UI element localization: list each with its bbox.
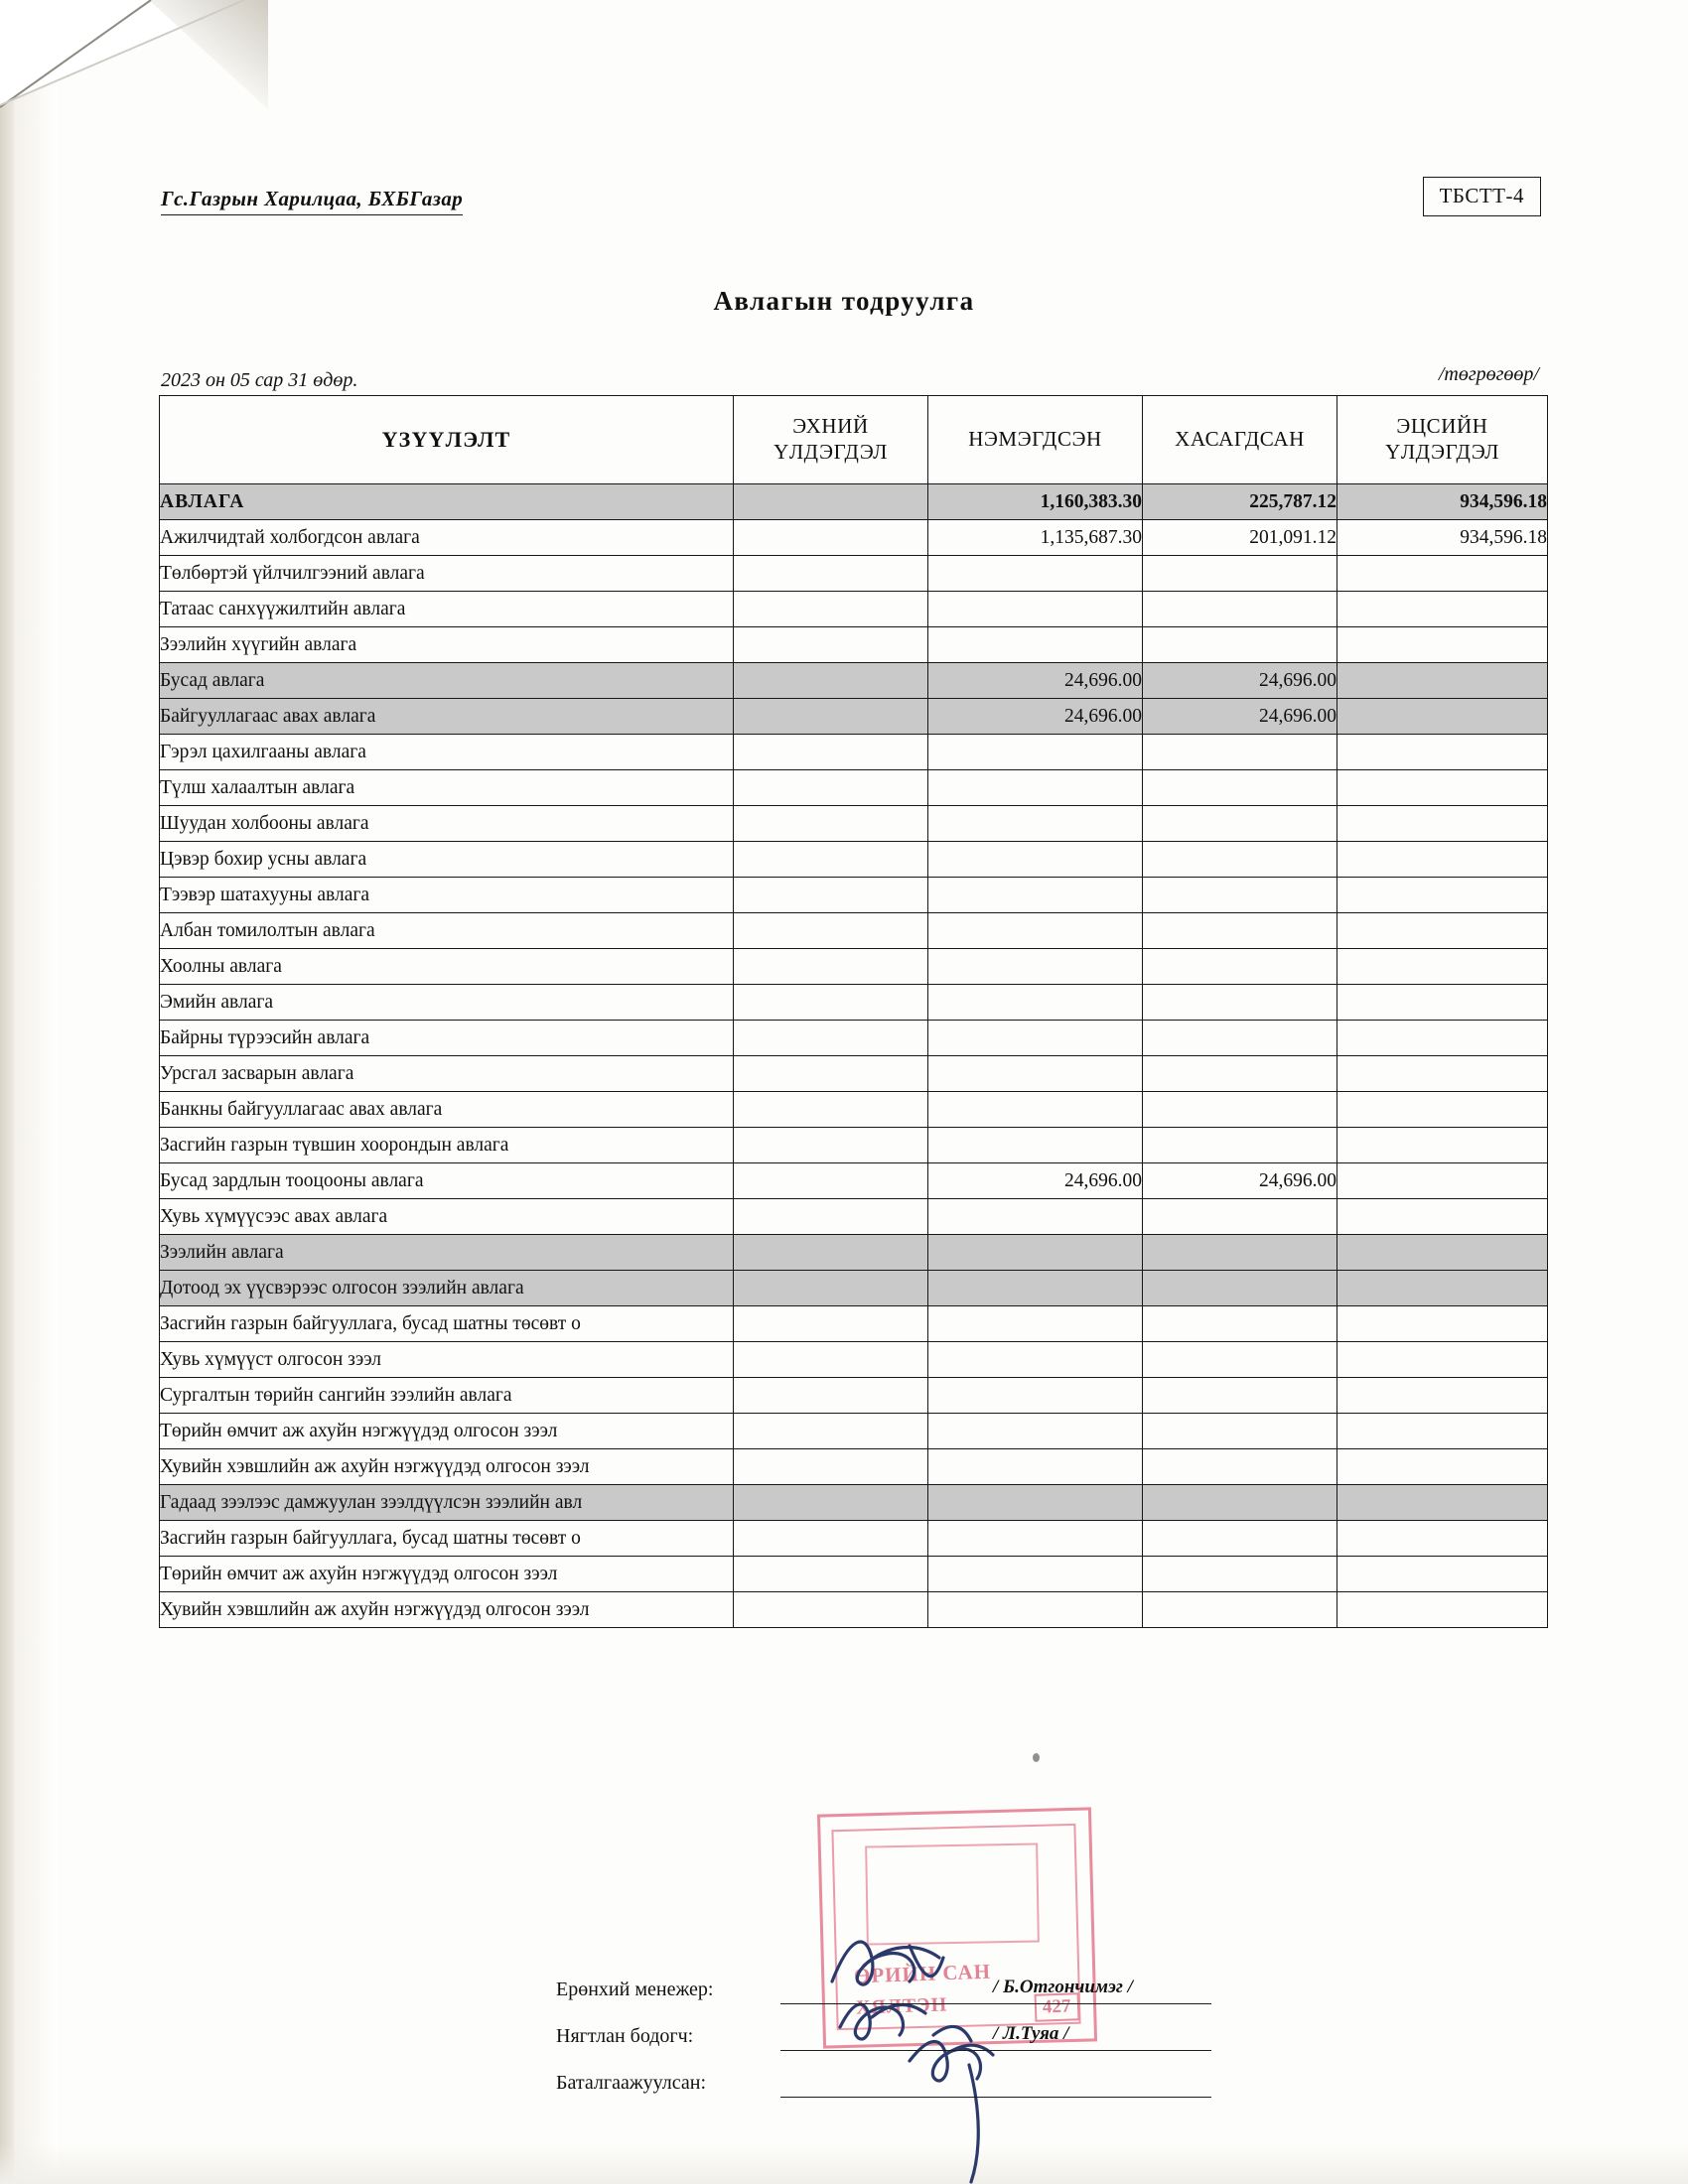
row-label: Хувийн хэвшлийн аж ахуйн нэгжүүдэд олгосон зээл	[160, 1592, 734, 1628]
stamp-number: 427	[1035, 1992, 1079, 2022]
table-row	[160, 878, 1548, 913]
row-opening-balance	[734, 842, 928, 878]
row-label: Эмийн авлага	[160, 985, 734, 1021]
row-opening-balance	[734, 1021, 928, 1056]
table-body	[160, 484, 1548, 1628]
table-row	[160, 1521, 1548, 1557]
row-decrease	[1143, 592, 1337, 627]
row-increase	[928, 878, 1143, 913]
table-row	[160, 1449, 1548, 1485]
signatory-name: / Л.Туяа /	[993, 2023, 1069, 2044]
table-row	[160, 520, 1548, 556]
row-label: АВЛАГА	[160, 484, 734, 520]
table-header-row	[160, 396, 1548, 484]
row-opening-balance	[734, 1092, 928, 1128]
row-opening-balance	[734, 663, 928, 699]
row-closing-balance	[1337, 1485, 1548, 1521]
row-decrease	[1143, 1485, 1337, 1521]
row-increase	[928, 1414, 1143, 1449]
signature-row	[556, 2017, 1311, 2064]
row-decrease	[1143, 1199, 1337, 1235]
row-opening-balance	[734, 806, 928, 842]
row-closing-balance	[1337, 1199, 1548, 1235]
row-closing-balance	[1337, 699, 1548, 735]
signature-line	[780, 2097, 1211, 2098]
row-opening-balance	[734, 699, 928, 735]
signature-line	[780, 2050, 1211, 2051]
row-label: Зээлийн авлага	[160, 1235, 734, 1271]
row-label: Ажилчидтай холбогдсон авлага	[160, 520, 734, 556]
row-decrease	[1143, 806, 1337, 842]
table-row	[160, 842, 1548, 878]
row-increase	[928, 985, 1143, 1021]
table-row	[160, 627, 1548, 663]
row-decrease	[1143, 1342, 1337, 1378]
row-label: Цэвэр бохир усны авлага	[160, 842, 734, 878]
row-closing-balance	[1337, 878, 1548, 913]
table-row	[160, 1056, 1548, 1092]
table-row	[160, 949, 1548, 985]
row-closing-balance	[1337, 1557, 1548, 1592]
row-increase	[928, 627, 1143, 663]
row-opening-balance	[734, 1342, 928, 1378]
row-increase: 24,696.00	[928, 699, 1143, 735]
row-decrease: 201,091.12	[1143, 520, 1337, 556]
row-label: Засгийн газрын байгууллага, бусад шатны төсөвт о	[160, 1306, 734, 1342]
row-increase	[928, 735, 1143, 770]
row-increase	[928, 1378, 1143, 1414]
row-increase	[928, 1271, 1143, 1306]
row-opening-balance	[734, 1056, 928, 1092]
table-row	[160, 484, 1548, 520]
row-increase	[928, 556, 1143, 592]
row-opening-balance	[734, 1306, 928, 1342]
row-label: Татаас санхүүжилтийн авлага	[160, 592, 734, 627]
table-row	[160, 1592, 1548, 1628]
row-closing-balance	[1337, 1592, 1548, 1628]
column-header-indicator: ҮЗҮҮЛЭЛТ	[160, 396, 734, 484]
table-row	[160, 1557, 1548, 1592]
row-increase: 1,160,383.30	[928, 484, 1143, 520]
table-row	[160, 699, 1548, 735]
table-row	[160, 806, 1548, 842]
row-label: Гадаад зээлээс дамжуулан зээлдүүлсэн зээлийн авл	[160, 1485, 734, 1521]
table-row	[160, 1021, 1548, 1056]
table-row	[160, 1306, 1548, 1342]
row-label: Хувийн хэвшлийн аж ахуйн нэгжүүдэд олгосон зээл	[160, 1449, 734, 1485]
row-increase	[928, 1235, 1143, 1271]
row-closing-balance	[1337, 1092, 1548, 1128]
row-increase	[928, 1485, 1143, 1521]
row-label: Тээвэр шатахууны авлага	[160, 878, 734, 913]
row-increase	[928, 592, 1143, 627]
row-opening-balance	[734, 878, 928, 913]
row-opening-balance	[734, 1414, 928, 1449]
row-closing-balance	[1337, 806, 1548, 842]
row-label: Шуудан холбооны авлага	[160, 806, 734, 842]
row-closing-balance	[1337, 1306, 1548, 1342]
row-closing-balance	[1337, 1163, 1548, 1199]
row-closing-balance	[1337, 949, 1548, 985]
row-decrease	[1143, 1056, 1337, 1092]
row-closing-balance	[1337, 556, 1548, 592]
row-decrease	[1143, 1592, 1337, 1628]
currency-note: /төгрөгөөр/	[1438, 363, 1539, 385]
row-decrease	[1143, 1092, 1337, 1128]
row-label: Банкны байгууллагаас авах авлага	[160, 1092, 734, 1128]
row-opening-balance	[734, 1235, 928, 1271]
table-row	[160, 1378, 1548, 1414]
row-label: Түлш халаалтын авлага	[160, 770, 734, 806]
row-label: Төрийн өмчит аж ахуйн нэгжүүдэд олгосон зээл	[160, 1414, 734, 1449]
signature-role-label: Нягтлан бодогч:	[556, 2025, 694, 2047]
table-row	[160, 1342, 1548, 1378]
signature-line	[780, 2003, 1211, 2004]
row-increase: 24,696.00	[928, 663, 1143, 699]
row-decrease	[1143, 556, 1337, 592]
row-decrease	[1143, 913, 1337, 949]
stamp-line-1: ӨРИЙН САН	[853, 1959, 992, 1988]
row-decrease	[1143, 735, 1337, 770]
row-closing-balance	[1337, 663, 1548, 699]
row-increase	[928, 770, 1143, 806]
row-decrease	[1143, 1306, 1337, 1342]
table-row	[160, 556, 1548, 592]
row-decrease	[1143, 878, 1337, 913]
signature-role-label: Баталгаажуулсан:	[556, 2072, 706, 2094]
row-label: Урсгал засварын авлага	[160, 1056, 734, 1092]
row-opening-balance	[734, 949, 928, 985]
row-decrease	[1143, 1414, 1337, 1449]
row-label: Гэрэл цахилгааны авлага	[160, 735, 734, 770]
row-opening-balance	[734, 985, 928, 1021]
table-row	[160, 1199, 1548, 1235]
row-label: Төрийн өмчит аж ахуйн нэгжүүдэд олгосон зээл	[160, 1557, 734, 1592]
row-increase	[928, 1021, 1143, 1056]
row-closing-balance	[1337, 913, 1548, 949]
row-closing-balance	[1337, 1521, 1548, 1557]
table-row	[160, 985, 1548, 1021]
row-opening-balance	[734, 520, 928, 556]
row-label: Албан томилолтын авлага	[160, 913, 734, 949]
row-decrease	[1143, 1557, 1337, 1592]
row-closing-balance	[1337, 1378, 1548, 1414]
signature-block	[556, 1971, 1311, 2111]
row-increase	[928, 1592, 1143, 1628]
column-header-increase: НЭМЭГДСЭН	[928, 396, 1143, 484]
row-closing-balance	[1337, 1414, 1548, 1449]
row-opening-balance	[734, 1449, 928, 1485]
row-opening-balance	[734, 1128, 928, 1163]
row-closing-balance	[1337, 735, 1548, 770]
ink-dot	[1033, 1753, 1040, 1762]
column-header-opening: ЭХНИЙ ҮЛДЭГДЭЛ	[734, 396, 928, 484]
row-label: Байрны түрээсийн авлага	[160, 1021, 734, 1056]
row-increase	[928, 842, 1143, 878]
row-label: Хоолны авлага	[160, 949, 734, 985]
stamp-inner-box	[865, 1843, 1040, 1945]
row-label: Хувь хүмүүсээс авах авлага	[160, 1199, 734, 1235]
row-opening-balance	[734, 627, 928, 663]
row-closing-balance	[1337, 1342, 1548, 1378]
row-decrease	[1143, 1449, 1337, 1485]
row-decrease: 225,787.12	[1143, 484, 1337, 520]
column-header-closing: ЭЦСИЙН ҮЛДЭГДЭЛ	[1337, 396, 1548, 484]
row-decrease	[1143, 949, 1337, 985]
table-row	[160, 1235, 1548, 1271]
row-decrease: 24,696.00	[1143, 1163, 1337, 1199]
row-increase	[928, 1342, 1143, 1378]
table-row	[160, 1485, 1548, 1521]
table-row	[160, 1414, 1548, 1449]
row-decrease	[1143, 842, 1337, 878]
table-row	[160, 770, 1548, 806]
row-closing-balance	[1337, 1128, 1548, 1163]
row-increase	[928, 1199, 1143, 1235]
row-closing-balance	[1337, 1021, 1548, 1056]
row-opening-balance	[734, 1485, 928, 1521]
table-row	[160, 1163, 1548, 1199]
signature-row	[556, 1971, 1311, 2017]
row-closing-balance	[1337, 1235, 1548, 1271]
row-closing-balance: 934,596.18	[1337, 520, 1548, 556]
row-increase	[928, 1521, 1143, 1557]
row-opening-balance	[734, 735, 928, 770]
row-closing-balance	[1337, 770, 1548, 806]
row-label: Засгийн газрын байгууллага, бусад шатны төсөвт о	[160, 1521, 734, 1557]
row-opening-balance	[734, 1557, 928, 1592]
page-title: Авлагын тодруулга	[713, 286, 975, 316]
row-label: Байгууллагаас авах авлага	[160, 699, 734, 735]
row-decrease	[1143, 1378, 1337, 1414]
row-label: Зээлийн хүүгийн авлага	[160, 627, 734, 663]
row-increase	[928, 1449, 1143, 1485]
row-closing-balance	[1337, 592, 1548, 627]
row-label: Дотоод эх үүсвэрээс олгосон зээлийн авлага	[160, 1271, 734, 1306]
row-opening-balance	[734, 556, 928, 592]
row-increase	[928, 806, 1143, 842]
row-closing-balance	[1337, 1271, 1548, 1306]
row-label: Төлбөртэй үйлчилгээний авлага	[160, 556, 734, 592]
row-increase	[928, 1056, 1143, 1092]
row-closing-balance	[1337, 842, 1548, 878]
table-row	[160, 913, 1548, 949]
row-opening-balance	[734, 1163, 928, 1199]
row-opening-balance	[734, 1521, 928, 1557]
row-decrease	[1143, 1021, 1337, 1056]
row-opening-balance	[734, 1378, 928, 1414]
signature-role-label: Ерөнхий менежер:	[556, 1979, 714, 2000]
row-decrease	[1143, 1521, 1337, 1557]
row-decrease	[1143, 1128, 1337, 1163]
column-header-decrease: ХАСАГДСАН	[1143, 396, 1337, 484]
table-row	[160, 735, 1548, 770]
row-increase	[928, 913, 1143, 949]
row-label: Бусад авлага	[160, 663, 734, 699]
form-code-badge: ТБСТТ-4	[1423, 177, 1541, 216]
row-decrease: 24,696.00	[1143, 663, 1337, 699]
row-opening-balance	[734, 1199, 928, 1235]
row-increase	[928, 1128, 1143, 1163]
table-row	[160, 592, 1548, 627]
row-label: Хувь хүмүүст олгосон зээл	[160, 1342, 734, 1378]
signature-row	[556, 2064, 1311, 2111]
row-decrease	[1143, 1235, 1337, 1271]
row-closing-balance: 934,596.18	[1337, 484, 1548, 520]
row-label: Сургалтын төрийн сангийн зээлийн авлага	[160, 1378, 734, 1414]
row-decrease	[1143, 770, 1337, 806]
table-row	[160, 1128, 1548, 1163]
receivables-table	[159, 395, 1548, 1628]
row-label: Бусад зардлын тооцооны авлага	[160, 1163, 734, 1199]
row-increase	[928, 1306, 1143, 1342]
row-increase	[928, 949, 1143, 985]
row-opening-balance	[734, 913, 928, 949]
report-date: 2023 он 05 сар 31 өдөр.	[161, 369, 358, 391]
table-row	[160, 1092, 1548, 1128]
row-decrease	[1143, 627, 1337, 663]
organization-name: Гс.Газрын Харилцаа, БХБГазар	[161, 187, 463, 215]
row-closing-balance	[1337, 985, 1548, 1021]
row-increase	[928, 1557, 1143, 1592]
row-increase	[928, 1092, 1143, 1128]
row-opening-balance	[734, 1592, 928, 1628]
table-row	[160, 663, 1548, 699]
row-closing-balance	[1337, 1449, 1548, 1485]
row-decrease: 24,696.00	[1143, 699, 1337, 735]
row-increase: 1,135,687.30	[928, 520, 1143, 556]
signatory-name: / Б.Отгончимэг /	[993, 1977, 1133, 1997]
row-closing-balance	[1337, 1056, 1548, 1092]
stamp-line-2: ХЯЛТЭН	[855, 1993, 948, 2019]
row-opening-balance	[734, 592, 928, 627]
row-label: Засгийн газрын түвшин хоорондын авлага	[160, 1128, 734, 1163]
row-decrease	[1143, 985, 1337, 1021]
row-increase: 24,696.00	[928, 1163, 1143, 1199]
row-opening-balance	[734, 770, 928, 806]
table-row	[160, 1271, 1548, 1306]
row-decrease	[1143, 1271, 1337, 1306]
row-opening-balance	[734, 1271, 928, 1306]
row-opening-balance	[734, 484, 928, 520]
row-closing-balance	[1337, 627, 1548, 663]
